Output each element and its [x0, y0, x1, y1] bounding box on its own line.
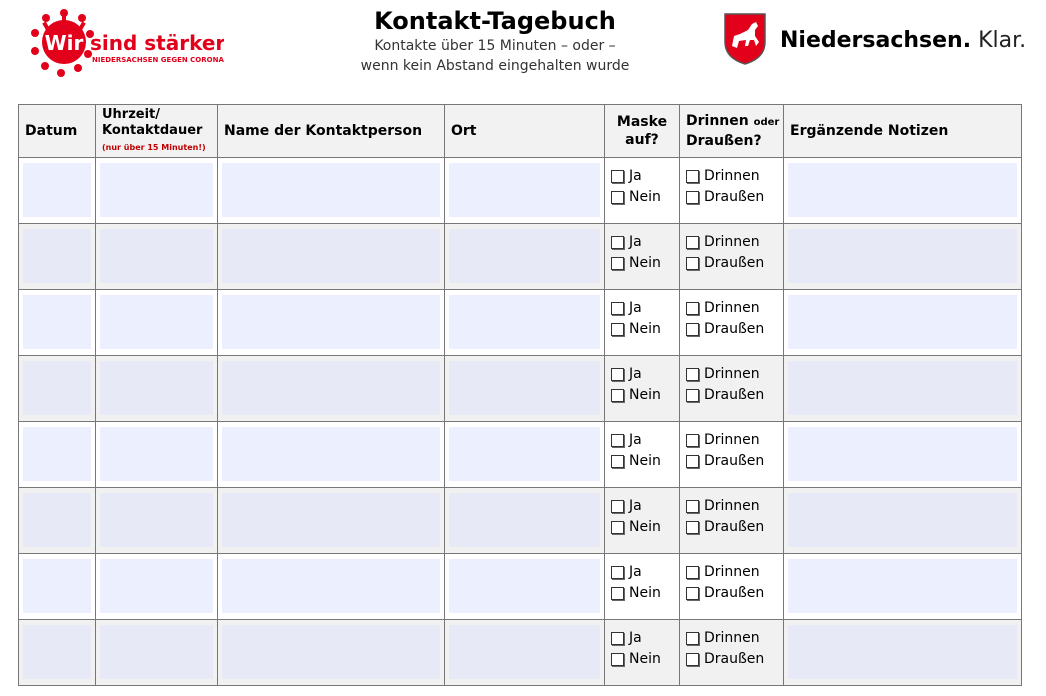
notizen-field[interactable]: [788, 163, 1017, 217]
checkbox-box-icon[interactable]: [611, 521, 624, 534]
checkbox-label: Draußen: [704, 519, 765, 535]
notizen-cell: [784, 620, 1022, 686]
uhrzeit-field[interactable]: [100, 361, 213, 415]
header-uhrzeit: [96, 105, 218, 158]
checkbox-box-icon[interactable]: [686, 389, 699, 402]
checkbox-box-icon[interactable]: [611, 632, 624, 645]
checkbox-ja[interactable]: [611, 628, 679, 649]
drinnen-cell-options: [680, 224, 783, 274]
ort-cell: [445, 290, 605, 356]
header-maske-line1: Maske: [616, 114, 668, 130]
name-field[interactable]: [222, 163, 440, 217]
subtitle-line-1: Kontakte über 15 Minuten – oder –: [374, 38, 616, 54]
ort-cell: [445, 620, 605, 686]
drinnen-cell: [680, 554, 784, 620]
maske-cell-options: [605, 422, 679, 472]
checkbox-label: Drinnen: [704, 564, 760, 580]
maske-cell-options: [605, 620, 679, 670]
header-maske: [605, 105, 680, 158]
drinnen-cell: [680, 488, 784, 554]
notizen-field[interactable]: [788, 559, 1017, 613]
maske-cell-options: [605, 488, 679, 538]
uhrzeit-field[interactable]: [100, 559, 213, 613]
drinnen-cell-options: [680, 158, 783, 208]
checkbox-draussen[interactable]: [686, 517, 783, 538]
checkbox-nein[interactable]: [611, 451, 679, 472]
checkbox-label: Ja: [629, 432, 642, 448]
datum-field[interactable]: [23, 361, 91, 415]
ort-cell: [445, 488, 605, 554]
niedersachsen-wordmark: [780, 28, 1026, 53]
title-block: [330, 6, 660, 76]
header-notizen: Ergänzende Notizen: [784, 105, 1022, 158]
brand-bold-text: Niedersachsen.: [780, 28, 972, 53]
checkbox-box-icon[interactable]: [611, 500, 624, 513]
ort-field[interactable]: [449, 295, 600, 349]
checkbox-draussen[interactable]: [686, 385, 783, 406]
checkbox-label: Ja: [629, 564, 642, 580]
maske-cell-options: [605, 290, 679, 340]
drinnen-cell-options: [680, 290, 783, 340]
checkbox-box-icon[interactable]: [686, 191, 699, 204]
name-cell: [218, 290, 445, 356]
drinnen-cell-options: [680, 422, 783, 472]
checkbox-nein[interactable]: [611, 517, 679, 538]
ort-field[interactable]: [449, 427, 600, 481]
page-title: Kontakt-Tagebuch: [374, 7, 616, 35]
header-ort: Ort: [445, 105, 605, 158]
table-row: [19, 422, 1022, 488]
checkbox-drinnen[interactable]: [686, 232, 783, 253]
datum-cell: [19, 422, 96, 488]
table-row: [19, 620, 1022, 686]
maske-cell: [605, 356, 680, 422]
header-drinnen-line1: Drinnen: [686, 113, 749, 129]
notizen-cell: [784, 224, 1022, 290]
drinnen-cell-options: [680, 554, 783, 604]
checkbox-box-icon[interactable]: [686, 302, 699, 315]
checkbox-label: Draußen: [704, 585, 765, 601]
name-cell: [218, 620, 445, 686]
datum-field[interactable]: [23, 559, 91, 613]
table-header-row: [19, 105, 1022, 158]
checkbox-box-icon[interactable]: [611, 434, 624, 447]
niedersachsen-logo: [722, 12, 1027, 72]
checkbox-label: Nein: [629, 387, 661, 403]
checkbox-box-icon[interactable]: [611, 191, 624, 204]
checkbox-label: Nein: [629, 189, 661, 205]
checkbox-box-icon[interactable]: [686, 368, 699, 381]
checkbox-label: Ja: [629, 498, 642, 514]
notizen-cell: [784, 356, 1022, 422]
checkbox-box-icon[interactable]: [611, 323, 624, 336]
checkbox-drinnen[interactable]: [686, 496, 783, 517]
checkbox-label: Ja: [629, 168, 642, 184]
checkbox-label: Draußen: [704, 651, 765, 667]
maske-cell: [605, 422, 680, 488]
datum-field[interactable]: [23, 295, 91, 349]
checkbox-ja[interactable]: [611, 232, 679, 253]
checkbox-label: Ja: [629, 630, 642, 646]
drinnen-cell: [680, 620, 784, 686]
maske-cell: [605, 224, 680, 290]
datum-cell: [19, 554, 96, 620]
checkbox-box-icon[interactable]: [686, 434, 699, 447]
checkbox-label: Drinnen: [704, 498, 760, 514]
drinnen-cell-options: [680, 356, 783, 406]
header-uhrzeit-line2: Kontaktdauer: [102, 122, 203, 138]
ort-cell: [445, 224, 605, 290]
checkbox-box-icon[interactable]: [686, 632, 699, 645]
checkbox-box-icon[interactable]: [611, 455, 624, 468]
maske-cell: [605, 554, 680, 620]
notizen-field[interactable]: [788, 295, 1017, 349]
notizen-cell: [784, 158, 1022, 224]
notizen-field[interactable]: [788, 361, 1017, 415]
uhrzeit-cell: [96, 554, 218, 620]
uhrzeit-cell: [96, 488, 218, 554]
drinnen-cell: [680, 158, 784, 224]
checkbox-ja[interactable]: [611, 364, 679, 385]
datum-cell: [19, 290, 96, 356]
name-cell: [218, 554, 445, 620]
checkbox-drinnen[interactable]: [686, 298, 783, 319]
checkbox-box-icon[interactable]: [686, 236, 699, 249]
notizen-field[interactable]: [788, 229, 1017, 283]
checkbox-label: Nein: [629, 255, 661, 271]
ort-cell: [445, 356, 605, 422]
checkbox-ja[interactable]: [611, 496, 679, 517]
checkbox-nein[interactable]: [611, 649, 679, 670]
checkbox-ja[interactable]: [611, 298, 679, 319]
checkbox-box-icon[interactable]: [611, 257, 624, 270]
checkbox-drinnen[interactable]: [686, 562, 783, 583]
name-cell: [218, 488, 445, 554]
checkbox-label: Ja: [629, 300, 642, 316]
checkbox-draussen[interactable]: [686, 649, 783, 670]
checkbox-nein[interactable]: [611, 583, 679, 604]
checkbox-label: Nein: [629, 519, 661, 535]
name-field[interactable]: [222, 361, 440, 415]
name-cell: [218, 158, 445, 224]
name-cell: [218, 224, 445, 290]
drinnen-cell: [680, 224, 784, 290]
subtitle-line-2: wenn kein Abstand eingehalten wurde: [360, 58, 630, 74]
checkbox-box-icon[interactable]: [686, 257, 699, 270]
maske-cell: [605, 158, 680, 224]
ort-cell: [445, 422, 605, 488]
drinnen-cell: [680, 422, 784, 488]
uhrzeit-cell: [96, 224, 218, 290]
notizen-cell: [784, 488, 1022, 554]
header-datum: Datum: [19, 105, 96, 158]
uhrzeit-cell: [96, 356, 218, 422]
checkbox-ja[interactable]: [611, 562, 679, 583]
maske-cell: [605, 290, 680, 356]
checkbox-box-icon[interactable]: [686, 587, 699, 600]
checkbox-box-icon[interactable]: [611, 653, 624, 666]
checkbox-label: Draußen: [704, 321, 765, 337]
ort-field[interactable]: [449, 625, 600, 679]
name-field[interactable]: [222, 493, 440, 547]
checkbox-box-icon[interactable]: [686, 521, 699, 534]
uhrzeit-cell: [96, 620, 218, 686]
drinnen-cell: [680, 290, 784, 356]
uhrzeit-field[interactable]: [100, 427, 213, 481]
checkbox-box-icon[interactable]: [686, 653, 699, 666]
checkbox-ja[interactable]: [611, 166, 679, 187]
logo-tagline-text: NIEDERSACHSEN GEGEN CORONA: [92, 56, 224, 64]
datum-cell: [19, 620, 96, 686]
maske-cell-options: [605, 158, 679, 208]
uhrzeit-field[interactable]: [100, 163, 213, 217]
checkbox-label: Draußen: [704, 189, 765, 205]
checkbox-box-icon[interactable]: [611, 368, 624, 381]
checkbox-label: Ja: [629, 234, 642, 250]
maske-cell-options: [605, 224, 679, 274]
checkbox-nein[interactable]: [611, 385, 679, 406]
checkbox-drinnen[interactable]: [686, 166, 783, 187]
logo-sind-staerker-text: sind stärker!: [90, 31, 224, 55]
logo-wir-text: Wir: [44, 31, 84, 55]
table-row: [19, 356, 1022, 422]
uhrzeit-cell: [96, 422, 218, 488]
checkbox-draussen[interactable]: [686, 187, 783, 208]
table-row: [19, 554, 1022, 620]
ort-cell: [445, 158, 605, 224]
uhrzeit-field[interactable]: [100, 493, 213, 547]
drinnen-cell-options: [680, 488, 783, 538]
uhrzeit-field[interactable]: [100, 229, 213, 283]
header-uhrzeit-note: (nur über 15 Minuten!): [102, 142, 206, 152]
checkbox-label: Draußen: [704, 453, 765, 469]
ort-cell: [445, 554, 605, 620]
checkbox-drinnen[interactable]: [686, 628, 783, 649]
table-row: [19, 488, 1022, 554]
notizen-field[interactable]: [788, 427, 1017, 481]
checkbox-label: Draußen: [704, 255, 765, 271]
checkbox-draussen[interactable]: [686, 583, 783, 604]
datum-field[interactable]: [23, 427, 91, 481]
notizen-cell: [784, 290, 1022, 356]
notizen-field[interactable]: [788, 625, 1017, 679]
checkbox-box-icon[interactable]: [686, 170, 699, 183]
checkbox-label: Drinnen: [704, 168, 760, 184]
maske-cell: [605, 620, 680, 686]
header-drinnen: [680, 105, 784, 158]
checkbox-box-icon[interactable]: [611, 389, 624, 402]
checkbox-box-icon[interactable]: [611, 566, 624, 579]
lower-saxony-crest-icon: [722, 12, 768, 66]
checkbox-box-icon[interactable]: [686, 455, 699, 468]
datum-field[interactable]: [23, 163, 91, 217]
ort-field[interactable]: [449, 559, 600, 613]
header-drinnen-oder: oder: [753, 117, 780, 128]
name-cell: [218, 422, 445, 488]
datum-cell: [19, 158, 96, 224]
maske-cell: [605, 488, 680, 554]
ort-field[interactable]: [449, 163, 600, 217]
checkbox-label: Nein: [629, 453, 661, 469]
name-field[interactable]: [222, 295, 440, 349]
checkbox-box-icon[interactable]: [611, 302, 624, 315]
drinnen-cell-options: [680, 620, 783, 670]
datum-cell: [19, 488, 96, 554]
datum-field[interactable]: [23, 229, 91, 283]
brand-regular-text: Klar.: [978, 28, 1027, 53]
notizen-cell: [784, 422, 1022, 488]
checkbox-box-icon[interactable]: [611, 236, 624, 249]
contact-diary-table: [18, 104, 1022, 686]
maske-cell-options: [605, 554, 679, 604]
name-field[interactable]: [222, 559, 440, 613]
datum-cell: [19, 356, 96, 422]
notizen-cell: [784, 554, 1022, 620]
header-drinnen-line2: Draußen?: [686, 133, 762, 149]
checkbox-nein[interactable]: [611, 187, 679, 208]
checkbox-label: Drinnen: [704, 630, 760, 646]
table-row: [19, 158, 1022, 224]
checkbox-drinnen[interactable]: [686, 430, 783, 451]
checkbox-box-icon[interactable]: [686, 323, 699, 336]
checkbox-label: Nein: [629, 651, 661, 667]
datum-field[interactable]: [23, 625, 91, 679]
checkbox-label: Drinnen: [704, 234, 760, 250]
checkbox-box-icon[interactable]: [686, 500, 699, 513]
checkbox-box-icon[interactable]: [686, 566, 699, 579]
checkbox-draussen[interactable]: [686, 451, 783, 472]
uhrzeit-cell: [96, 158, 218, 224]
header-maske-line2: auf?: [625, 132, 659, 148]
header-name: Name der Kontaktperson: [218, 105, 445, 158]
checkbox-label: Draußen: [704, 387, 765, 403]
name-field[interactable]: [222, 229, 440, 283]
checkbox-label: Ja: [629, 366, 642, 382]
checkbox-label: Nein: [629, 321, 661, 337]
checkbox-nein[interactable]: [611, 319, 679, 340]
name-field[interactable]: [222, 427, 440, 481]
table-body: [19, 158, 1022, 686]
checkbox-box-icon[interactable]: [611, 587, 624, 600]
name-cell: [218, 356, 445, 422]
checkbox-ja[interactable]: [611, 430, 679, 451]
checkbox-label: Drinnen: [704, 432, 760, 448]
uhrzeit-field[interactable]: [100, 295, 213, 349]
header-uhrzeit-line1: Uhrzeit/: [102, 106, 161, 122]
checkbox-label: Drinnen: [704, 300, 760, 316]
uhrzeit-field[interactable]: [100, 625, 213, 679]
checkbox-drinnen[interactable]: [686, 364, 783, 385]
checkbox-box-icon[interactable]: [611, 170, 624, 183]
datum-cell: [19, 224, 96, 290]
checkbox-draussen[interactable]: [686, 253, 783, 274]
table-row: [19, 290, 1022, 356]
maske-cell-options: [605, 356, 679, 406]
name-field[interactable]: [222, 625, 440, 679]
uhrzeit-cell: [96, 290, 218, 356]
notizen-field[interactable]: [788, 493, 1017, 547]
drinnen-cell: [680, 356, 784, 422]
checkbox-label: Drinnen: [704, 366, 760, 382]
checkbox-nein[interactable]: [611, 253, 679, 274]
ort-field[interactable]: [449, 229, 600, 283]
datum-field[interactable]: [23, 493, 91, 547]
ort-field[interactable]: [449, 361, 600, 415]
checkbox-label: Nein: [629, 585, 661, 601]
ort-field[interactable]: [449, 493, 600, 547]
table-row: [19, 224, 1022, 290]
checkbox-draussen[interactable]: [686, 319, 783, 340]
wir-sind-staerker-logo: [24, 4, 224, 84]
